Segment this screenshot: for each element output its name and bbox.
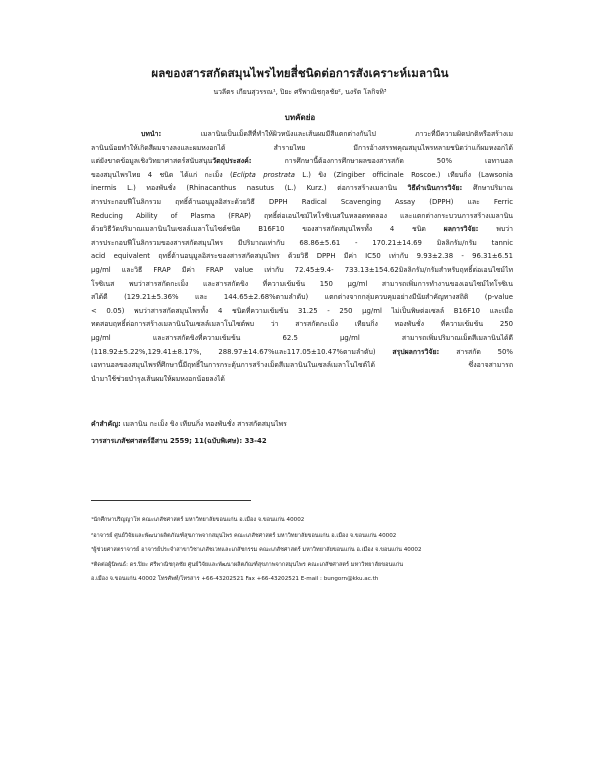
abstract-text-run: ด้วยวิธีวัดปริมาณเมลานินในเซลล์เมลาโนไซต์ชนิด B16F10 ของสารสกัดสมุนไพรทั้ง 4 ชนิด [91, 225, 444, 234]
footnote: ²อาจารย์ ศูนย์วิจัยและพัฒนาผลิตภัณฑ์สุขภาพจากสมุนไพร คณะเภสัชศาสตร์ มหาวิทยาลัยขอนแก่น อ.เมือง จ.ขอนแก่น 40002 [91, 533, 397, 539]
abstract-text-run: พบว่า [496, 225, 513, 234]
abstract-text-run: วัตถุประสงค์: [212, 157, 285, 166]
abstract-line [91, 182, 513, 196]
abstract-text-run: µg/ml และสารสกัดขิงที่ความเข้มข้น 62.5 µg/ml สามารถเพิ่มปริมาณเม็ดสีเมลานินได้ดี [91, 333, 513, 342]
abstract-line [91, 169, 513, 183]
abstract-text-run: ศึกษาปริมาณ [473, 184, 513, 193]
abstract-line [91, 264, 513, 278]
abstract-text-run: แต่ยังขาดข้อมูลเชิงวิทยาศาสตร์สนับสนุน [91, 157, 213, 166]
footnote: อ.เมือง จ.ขอนแก่น 40002 โทรศัพท์/โทรสาร +66-43202521 Fax +66-43202521 E-mail : bungorn@kku.ac.th [91, 576, 379, 582]
abstract-text-run: วิธีดำเนินการวิจัย: [407, 184, 474, 193]
abstract-line [91, 291, 513, 305]
abstract-line [91, 359, 513, 373]
abstract-body [91, 128, 513, 386]
abstract-heading: บทคัดย่อ [284, 113, 316, 122]
abstract-text-run: ลานินน้อยทำให้เกิดสีผมจางลงและผมหงอกได้ สำรายไทย มีการอ้างสรรพคุณสมุนไพรหลายชนิดว่าแก้ผมหงอกได้ [91, 143, 513, 152]
abstract-text-run: เอทานอลของสมุนไพรที่ศึกษานี้มีฤทธิ์ในการกระตุ้นการสร้างเม็ดสีเมลานินในเซลล์เมลาโนไซต์ได้ ซึ่งอาจสามารถ [91, 361, 513, 370]
abstract-line [91, 373, 513, 387]
abstract-text-run: สารประกอบฟีโนลิกรวมของสารสกัดสมุนไพร มีปริมาณเท่ากับ 68.86±5.61 - 170.21±14.69 มิลลิกรัม/กรัม tannic [91, 238, 513, 247]
journal-reference: วารสารเภสัชศาสตร์อีสาน 2559; 11(ฉบับพิเศษ): 33-42 [91, 437, 267, 445]
abstract-line [91, 318, 513, 332]
abstract-line [91, 155, 513, 169]
abstract-line [91, 223, 513, 237]
footnote-divider [91, 500, 251, 501]
footnote: *ติดต่อผู้นิพนธ์: ดร.ปิยะ ศรีพาณิชกุลชัย ศูนย์วิจัยและพัฒนาผลิตภัณฑ์สุขภาพจากสมุนไพร คณะเภสัชศาสตร์ มหาวิทยาลัยขอนแก่น [91, 562, 404, 568]
abstract-text-run: Reducing Ability of Plasma (FRAP) ฤทธิ์ต่อเอนไซม์ไทโรซิเนสในหลอดทดลอง และแตกต่างกระบวนการสร้างเมลานิน [91, 211, 513, 220]
abstract-text-run: inermis L.) ทองพันชั่ง (Rhinacanthus nasutus (L.) Kurz.) ต่อการสร้างเมลานิน [91, 184, 408, 193]
abstract-line [91, 210, 513, 224]
abstract-text-run: สารประกอบฟีโนลิกรวม ฤทธิ์ต้านอนุมูลอิสระด้วยวิธี DPPH Radical Scavenging Assay (DPPH) และ Ferric [91, 197, 513, 206]
abstract-line [91, 305, 513, 319]
keywords-label: คำสำคัญ: [91, 420, 121, 428]
author-list: นวลีตร เกียนสุวรรณ¹, ปิยะ ศรีพาณิชกุลชัย², นงรัต โลกิจทิ³ [213, 88, 387, 96]
keywords-text: เมลานิน กะเม็ง ขิง เทียนกิ่ง ทองพันชั่ง สารสกัดสมุนไพร [120, 420, 287, 428]
abstract-text-run: < 0.05) พบว่าสารสกัดสมุนไพรทั้ง 4 ชนิดที่ความเข้มข้น 31.25 - 250 µg/ml ไม่เป็นพิษต่อเซลล์ B16F10 และเมื่อ [91, 306, 513, 315]
abstract-text-run: บทนำ: [141, 130, 201, 138]
abstract-text-run: โรซิเนส พบว่าสารสกัดกะเม็ง และสารสกัดขิง ที่ความเข้มข้น 150 µg/ml สามารถเพิ่มการทำงานของเอนไซม์ไทโรซิเน [91, 279, 513, 288]
abstract-line [91, 196, 513, 210]
abstract-text-run: ผลการวิจัย: [443, 225, 497, 234]
abstract-text-run: Eclipta prostrata [232, 170, 295, 179]
abstract-text-run: ทดสอบฤทธิ์ต่อการสร้างเมลานินในเซลล์เมลาโนไซต์พบ ว่า สารสกัดกะเม็ง เทียนกิ่ง ทองพันชั่ง ที่ความเข้มข้น 250 [91, 320, 513, 329]
abstract-text-run: acid equivalent ฤทธิ์ต้านอนุมูลอิสระของสารสกัดสมุนไพร ด้วยวิธี DPPH มีค่า IC50 เท่ากับ 9.93±2.38 - 96.31±6.51 [91, 252, 513, 261]
paper-title: ผลของสารสกัดสมุนไพรไทยสี่ชนิดต่อการสังเคราะห์เมลานิน [151, 66, 449, 80]
abstract-line [91, 332, 513, 346]
abstract-text-run: สารสกัด 50% [456, 347, 513, 356]
keywords-line [91, 419, 513, 430]
abstract-text-run: µg/ml และวิธี FRAP มีค่า FRAP value เท่ากับ 72.45±9.4- 733.13±154.62มิลลิกรัม/กรัมสำหรับฤทธิ์ต่อเอนไซม์ไท [91, 265, 513, 274]
abstract-line [91, 128, 513, 142]
abstract-line [91, 250, 513, 264]
abstract-text-run: นำมาใช้ช่วยบำรุงเส้นผมให้ผมหงอกน้อยลงได้ [91, 374, 225, 383]
abstract-text-run: สได้ดี (129.21±5.36% และ 144.65±2.68%ตามลำดับ) แตกต่างจากกลุ่มควบคุมอย่างมีนัยสำคัญทางสถิติ (p-value [91, 293, 513, 302]
abstract-text-run: เมลานินเป็นเม็ดสีที่ทำให้ผิวหนังและเส้นผมมีสีแตกต่างกันไป ภาวะที่มีความผิดปกติหรือสร้างเม [200, 130, 513, 138]
abstract-line [91, 278, 513, 292]
footnote: ³ผู้ช่วยศาสตราจารย์ อาจารย์ประจำสาขาวิชาเภสัชเวทและเภสัชกรรม คณะเภสัชศาสตร์ มหาวิทยาลัยขอนแก่น อ.เมือง จ.ขอนแก่น 40002 [91, 547, 422, 553]
abstract-text-run: ของสมุนไพรไทย 4 ชนิด ได้แก่ กะเม็ง ( [91, 170, 233, 179]
abstract-line [91, 237, 513, 251]
abstract-line [91, 142, 513, 156]
footnote: ¹นักศึกษาปริญญาโท คณะเภสัชศาสตร์ มหาวิทยาลัยขอนแก่น อ.เมือง จ.ขอนแก่น 40002 [91, 517, 305, 523]
abstract-text-run: L.) ขิง (Zingiber officinale Roscoe.) เทียนกิ่ง (Lawsonia [294, 170, 513, 179]
abstract-text-run: การศึกษานี้ต้องการศึกษาผลของสารสกัด 50% เอทานอล [284, 157, 513, 166]
abstract-text-run: สรุปผลการวิจัย: [392, 347, 457, 356]
abstract-line [91, 346, 513, 360]
abstract-text-run: (118.92±5.22%,129.41±8.17%, 288.97±14.67%และ117.05±10.47%ตามลำดับ) [91, 347, 393, 356]
